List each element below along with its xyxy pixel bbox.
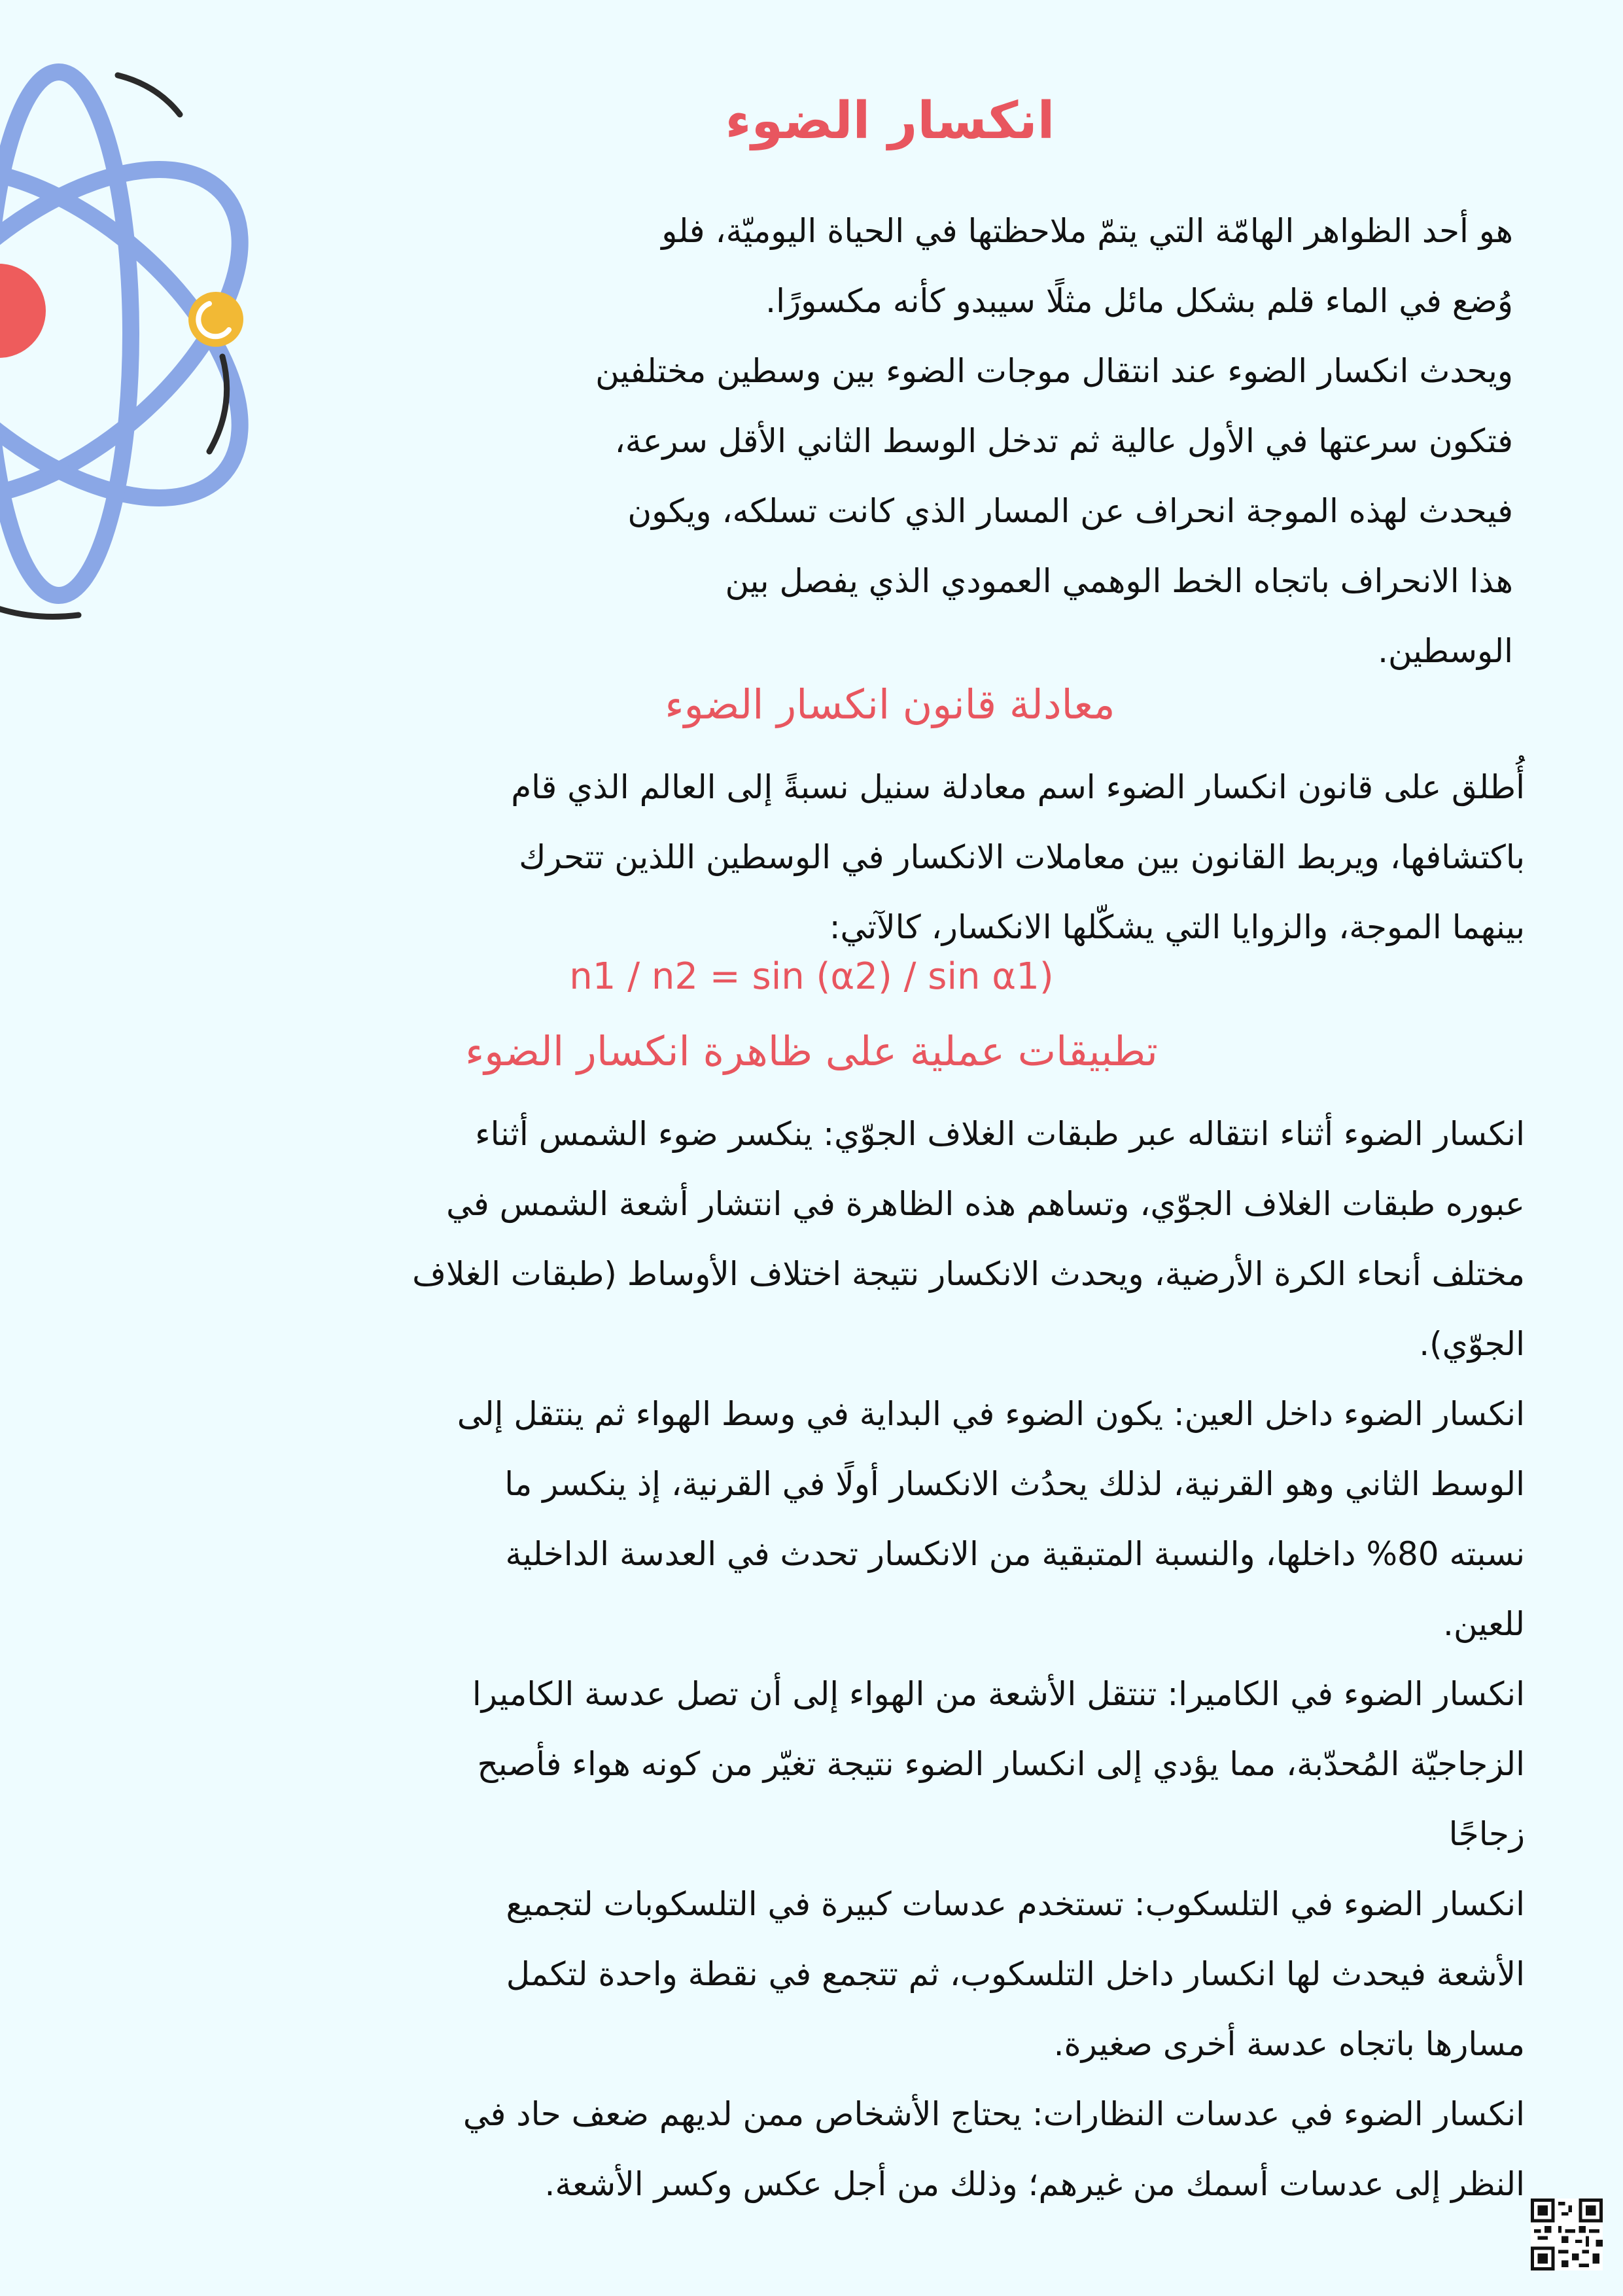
law-line: باكتشافها، ويربط القانون بين معاملات الانكسار في الوسطين اللذين تتحرك [519,838,1525,876]
apps-line: الوسط الثاني وهو القرنية، لذلك يحدُث الانكسار أولًا في القرنية، إذ ينكسر ما [504,1465,1525,1503]
applications-paragraph [105,1099,1525,2219]
apps-line: الجوّي). [1419,1325,1525,1363]
apps-line: الأشعة فيحدث لها انكسار داخل التلسكوب، ثم تتجمع في نقطة واحدة لتكمل [506,1955,1525,1993]
apps-line: زجاجًا [1448,1815,1525,1853]
apps-line: نسبته 80% داخلها، والنسبة المتبقية من الانكسار تحدث في العدسة الداخلية [505,1535,1525,1573]
qr-code[interactable] [1531,2199,1603,2270]
apps-line: عبوره طبقات الغلاف الجوّي، وتساهم هذه الظاهرة في انتشار أشعة الشمس في [446,1185,1525,1223]
law-line: أُطلق على قانون انكسار الضوء اسم معادلة سنيل نسبةً إلى العالم الذي قام [511,768,1525,806]
apps-line: مختلف أنحاء الكرة الأرضية، ويحدث الانكسار نتيجة اختلاف الأوساط (طبقات الغلاف [412,1255,1525,1293]
apps-line: انكسار الضوء في التلسكوب: تستخدم عدسات كبيرة في التلسكوبات لتجميع [506,1885,1525,1923]
apps-line: الزجاجيّة المُحدّبة، مما يؤدي إلى انكسار الضوء نتيجة تغيّر من كونه هواء فأصبح [477,1745,1525,1783]
intro-line: ويحدث انكسار الضوء عند انتقال موجات الضوء بين وسطين مختلفين [595,352,1513,390]
apps-line: انكسار الضوء في الكاميرا: تنتقل الأشعة من الهواء إلى أن تصل عدسة الكاميرا [472,1675,1525,1713]
apps-line: للعين. [1443,1605,1525,1643]
apps-line: انكسار الضوء داخل العين: يكون الضوء في البداية في وسط الهواء ثم ينتقل إلى [457,1395,1525,1433]
law-heading: معادلة قانون انكسار الضوء [665,680,1115,728]
apps-line: مسارها باتجاه عدسة أخرى صغيرة. [1053,2025,1525,2063]
law-line: بينهما الموجة، والزوايا التي يشكّلها الانكسار، كالآتي: [829,908,1525,946]
apps-line: انكسار الضوء أثناء انتقاله عبر طبقات الغلاف الجوّي: ينكسر ضوء الشمس أثناء [475,1115,1525,1153]
page-title: انكسار الضوء [725,92,1055,150]
intro-line: فيحدث لهذه الموجة انحراف عن المسار الذي كانت تسلكه، ويكون [627,492,1513,530]
intro-line: هو أحد الظواهر الهامّة التي يتمّ ملاحظتها في الحياة اليوميّة، فلو [661,212,1513,250]
intro-line: هذا الانحراف باتجاه الخط الوهمي العمودي الذي يفصل بين [725,562,1513,600]
intro-line: فتكون سرعتها في الأول عالية ثم تدخل الوسط الثاني الأقل سرعة، [614,422,1513,460]
intro-line: الوسطين. [1378,632,1513,670]
nucleus [0,264,46,358]
apps-line: النظر إلى عدسات أسمك من غيرهم؛ وذلك من أجل عكس وكسر الأشعة. [544,2165,1525,2203]
apps-line: انكسار الضوء في عدسات النظارات: يحتاج الأشخاص ممن لديهم ضعف حاد في [462,2095,1525,2133]
snell-formula: n1 / n2 = sin (α2) / sin α1) [569,955,1054,998]
law-paragraph [177,752,1525,963]
intro-line: وُضع في الماء قلم بشكل مائل مثلًا سيبدو كأنه مكسورًا. [765,282,1513,320]
intro-paragraph [362,196,1513,686]
applications-heading: تطبيقات عملية على ظاهرة انكسار الضوء [465,1027,1158,1075]
